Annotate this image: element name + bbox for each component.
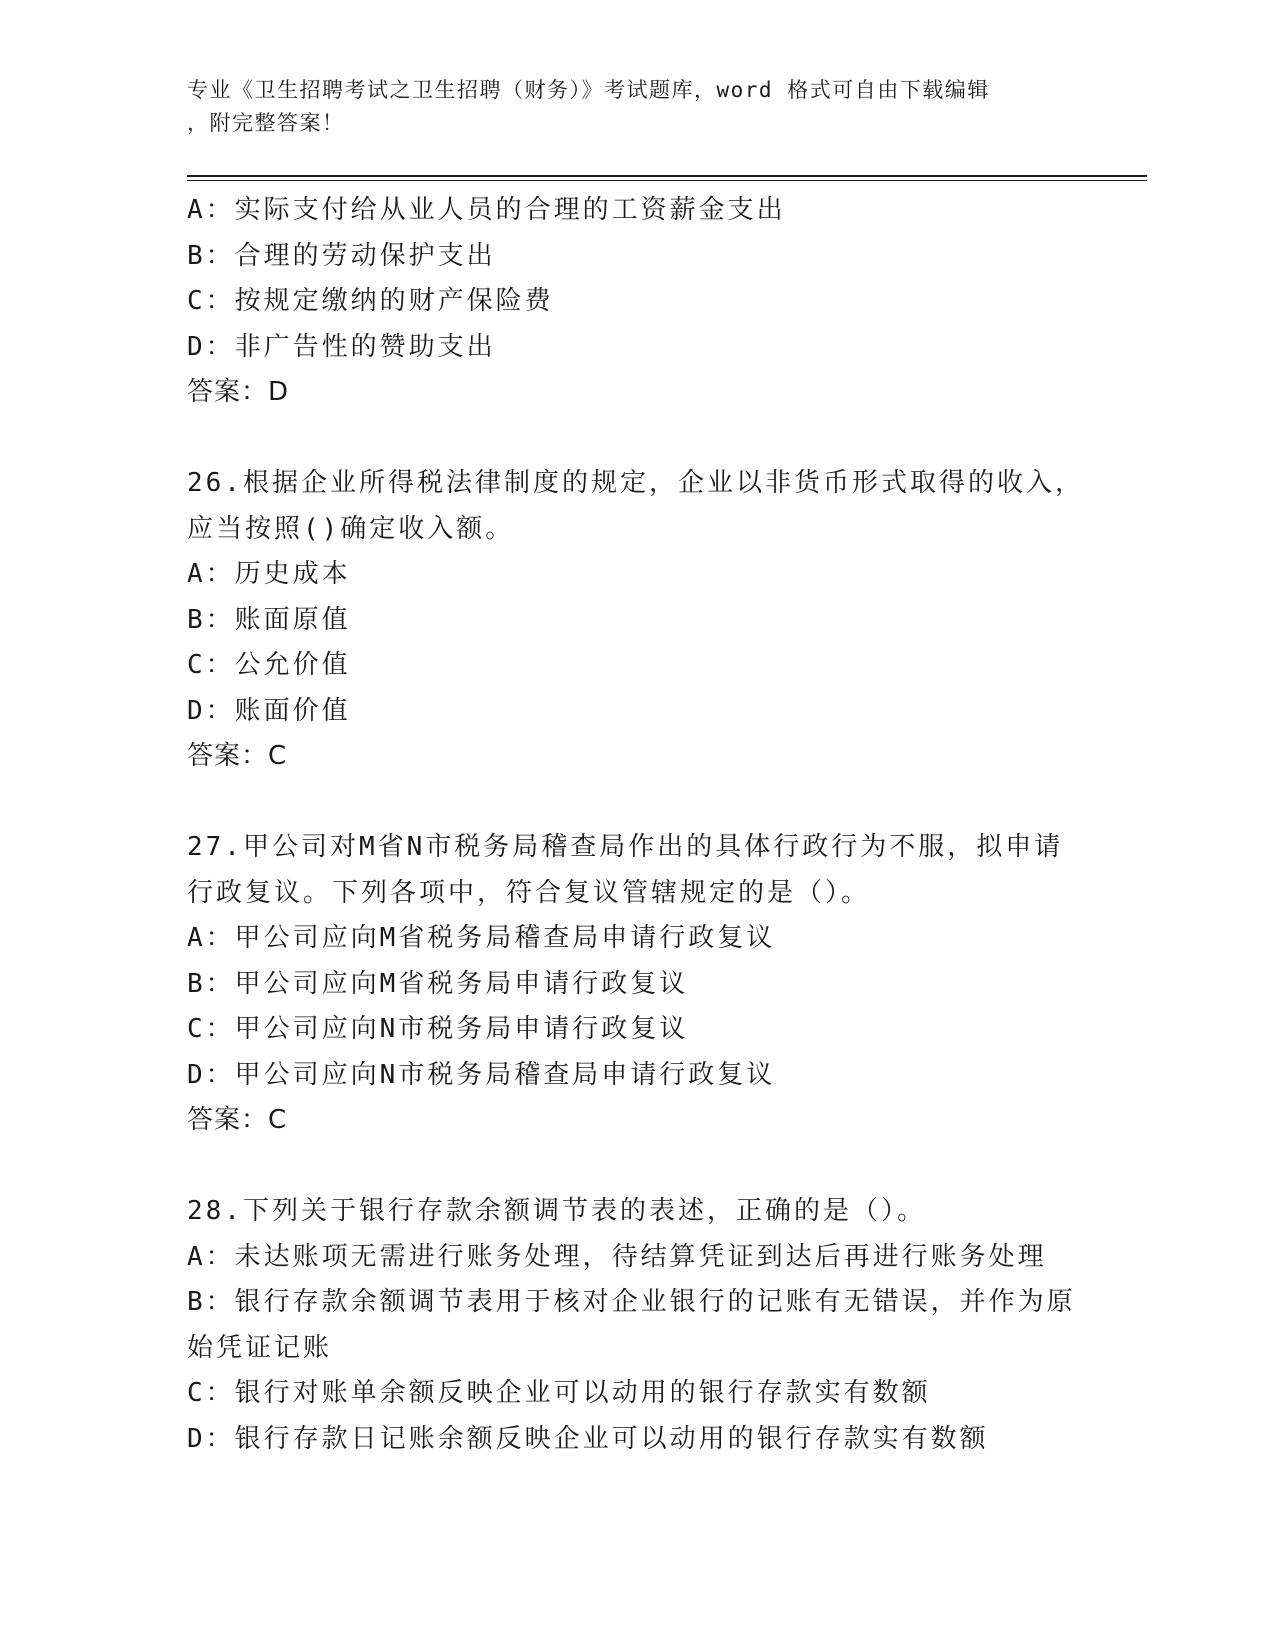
question-stem: 应当按照()确定收入额。: [187, 513, 515, 544]
header-divider-thick: [187, 175, 1147, 177]
question-stem: 27.甲公司对M省N市税务局稽查局作出的具体行政行为不服，拟申请: [187, 832, 1064, 862]
option-b-continued: 始凭证记账: [187, 1332, 333, 1363]
header-divider-thin: [187, 180, 1147, 181]
spacer: [187, 780, 1087, 826]
question-28: [187, 1189, 1087, 1462]
option-c: C：公允价值: [187, 650, 351, 680]
option-b: B：甲公司应向M省税务局申请行政复议: [187, 968, 689, 999]
option-d: D：非广告性的赞助支出: [187, 331, 496, 362]
option-a: A：实际支付给从业人员的合理的工资薪金支出: [187, 195, 786, 225]
question-25-tail: [187, 188, 1087, 416]
option-b: B：合理的劳动保护支出: [187, 240, 496, 271]
spacer: [187, 1144, 1087, 1190]
option-b: B：银行存款余额调节表用于核对企业银行的记账有无错误，并作为原: [187, 1287, 1076, 1317]
header-line-2: ，附完整答案！: [187, 111, 345, 135]
option-a: A：甲公司应向M省税务局稽查局申请行政复议: [187, 923, 776, 953]
question-stem: 28.下列关于银行存款余额调节表的表述，正确的是（）。: [187, 1196, 926, 1226]
option-c: C：按规定缴纳的财产保险费: [187, 286, 554, 316]
answer-label: 答案：D: [187, 377, 290, 407]
option-a: A：未达账项无需进行账务处理，待结算凭证到达后再进行账务处理: [187, 1241, 1047, 1272]
option-a: A：历史成本: [187, 559, 351, 589]
header-line-1: 专业《卫生招聘考试之卫生招聘（财务）》考试题库，word 格式可自由下载编辑: [187, 78, 990, 102]
option-d: D：账面价值: [187, 695, 351, 726]
question-stem: 26.根据企业所得税法律制度的规定，企业以非货币形式取得的收入，: [187, 468, 1084, 498]
question-27: [187, 825, 1087, 1144]
document-header: [187, 74, 1087, 140]
option-c: C：甲公司应向N市税务局申请行政复议: [187, 1014, 689, 1044]
answer-label: 答案：C: [187, 1105, 288, 1135]
answer-label: 答案：C: [187, 741, 288, 771]
option-c: C：银行对账单余额反映企业可以动用的银行存款实有数额: [187, 1378, 931, 1408]
question-list: [187, 188, 1087, 1462]
question-stem: 行政复议。下列各项中，符合复议管辖规定的是（）。: [187, 877, 871, 908]
option-d: D：银行存款日记账余额反映企业可以动用的银行存款实有数额: [187, 1423, 989, 1454]
question-26: [187, 461, 1087, 780]
spacer: [187, 416, 1087, 462]
option-b: B：账面原值: [187, 604, 351, 635]
option-d: D：甲公司应向N市税务局稽查局申请行政复议: [187, 1059, 776, 1090]
